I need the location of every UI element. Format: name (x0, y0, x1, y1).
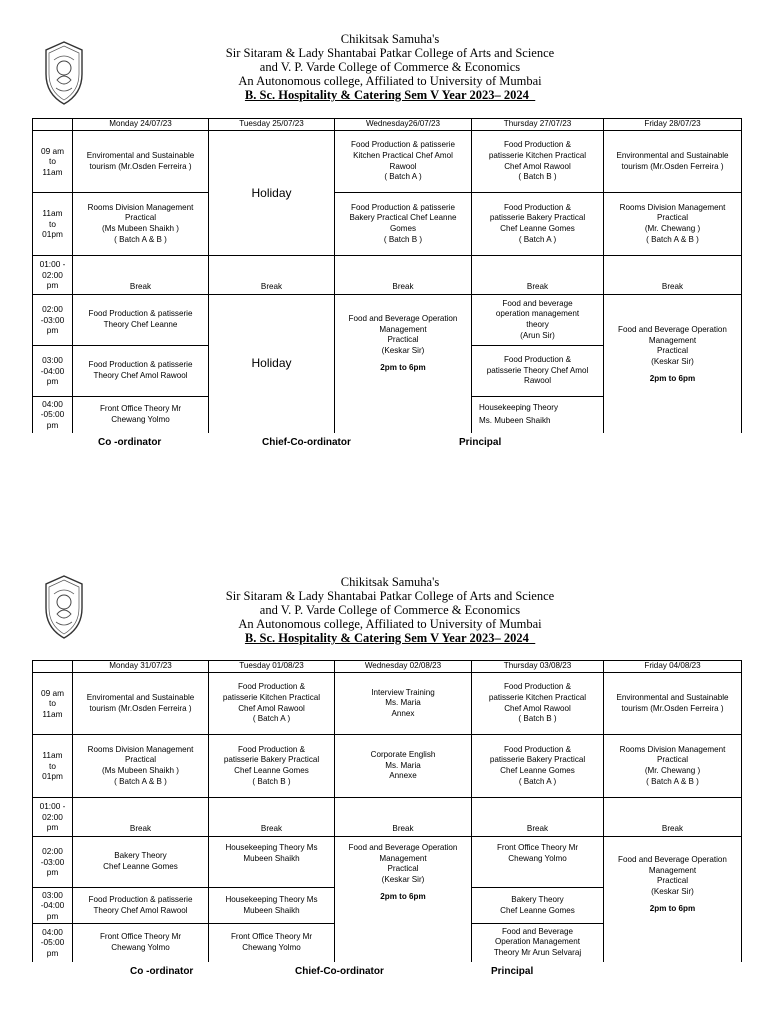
day-header: Tuesday 01/08/23 (209, 661, 335, 673)
class-cell: Rooms Division Management Practical (Ms Mubeen Shaikh ) ( Batch A & B ) (73, 735, 209, 798)
class-cell: Rooms Division Management Practical (Mr. Chewang ) ( Batch A & B ) (604, 735, 742, 798)
principal-signature: Principal (491, 966, 534, 977)
day-header: Tuesday 25/07/23 (209, 119, 335, 131)
class-cell: Food Production & patisserie Bakery Practical Chef Leanne Gomes ( Batch A ) (472, 735, 604, 798)
class-cell: Food and Beverage Operation Management Theory Mr Arun Selvaraj (472, 924, 604, 962)
header-line-affiliation: An Autonomous college, Affiliated to University of Mumbai (238, 617, 542, 631)
day-header: Thursday 03/08/23 (472, 661, 604, 673)
class-cell: Food Production & patisserie Theory Chef Amol Rawool (73, 346, 209, 397)
class-cell: Food and beverage operation management theory (Arun Sir) (472, 295, 604, 346)
practical-time: 2pm to 6pm (380, 892, 426, 902)
practical-label: Food and Beverage Operation Management Practical (Keskar Sir) (618, 325, 727, 366)
class-cell: Front Office Theory Mr Chewang Yolmo (73, 397, 209, 433)
day-header: Monday 31/07/23 (73, 661, 209, 673)
holiday-cell: Holiday (209, 131, 335, 256)
header-line-affiliation: An Autonomous college, Affiliated to University of Mumbai (238, 74, 542, 88)
break-cell: Break (209, 256, 335, 295)
class-cell: Bakery Theory Chef Leanne Gomes (73, 837, 209, 888)
practical-label: Food and Beverage Operation Management Practical (Keskar Sir) (348, 314, 458, 355)
break-cell: Break (335, 798, 472, 837)
class-cell: Food Production & patisserie Theory Chef Amol Rawool (472, 346, 604, 397)
practical-time: 2pm to 6pm (380, 363, 426, 373)
day-header: Wednesday26/07/23 (335, 119, 472, 131)
class-title: Housekeeping Theory (479, 402, 559, 412)
class-cell: Rooms Division Management Practical (Mr. Chewang ) ( Batch A & B ) (604, 193, 742, 256)
day-header: Friday 04/08/23 (604, 661, 742, 673)
time-slot: 02:00 -03:00 pm (33, 295, 73, 346)
header-line-trust: Chikitsak Samuha's (340, 32, 440, 46)
time-header-cell (33, 661, 73, 673)
time-slot: 01:00 - 02:00 pm (33, 798, 73, 837)
class-cell: Enviromental and Sustainable tourism (Mr.Osden Ferreira ) (73, 131, 209, 193)
time-slot: 04:00 -05:00 pm (33, 924, 73, 962)
time-slot: 09 am to 11am (33, 673, 73, 735)
table-row (33, 837, 742, 888)
practical-time: 2pm to 6pm (649, 904, 696, 914)
time-slot: 11am to 01pm (33, 193, 73, 256)
college-header (150, 575, 630, 645)
break-row (33, 798, 742, 837)
class-cell: Front Office Theory Mr Chewang Yolmo (209, 924, 335, 962)
class-cell: Corporate English Ms. Maria Annexe (335, 735, 472, 798)
class-cell: Food Production & patisserie Bakery Practical Chef Leanne Gomes ( Batch B ) (209, 735, 335, 798)
header-line-college2: and V. P. Varde College of Commerce & Economics (259, 60, 521, 74)
time-slot: 01:00 - 02:00 pm (33, 256, 73, 295)
time-slot: 03:00 -04:00 pm (33, 888, 73, 924)
break-cell: Break (472, 798, 604, 837)
header-line-programme: B. Sc. Hospitality & Catering Sem V Year 2023– 2024_ (244, 631, 536, 645)
day-header: Friday 28/07/23 (604, 119, 742, 131)
time-slot: 11am to 01pm (33, 735, 73, 798)
header-line-college: Sir Sitaram & Lady Shantabai Patkar College of Arts and Science (225, 46, 555, 60)
break-cell: Break (604, 798, 742, 837)
practical-label: Food and Beverage Operation Management Practical (Keskar Sir) (618, 855, 727, 896)
class-cell: Food Production & patisserie Theory Chef Leanne (73, 295, 209, 346)
header-line-college2: and V. P. Varde College of Commerce & Economics (259, 603, 521, 617)
coordinator-signature: Co -ordinator (130, 966, 194, 977)
break-cell: Break (604, 256, 742, 295)
table-header-row (33, 661, 742, 673)
class-cell: Rooms Division Management Practical (Ms Mubeen Shaikh ) ( Batch A & B ) (73, 193, 209, 256)
time-slot: 02:00 -03:00 pm (33, 837, 73, 888)
class-cell: Interview Training Ms. Maria Annex (335, 673, 472, 735)
time-slot: 04:00 -05:00 pm (33, 397, 73, 433)
header-line-college: Sir Sitaram & Lady Shantabai Patkar College of Arts and Science (225, 589, 555, 603)
practical-label: Food and Beverage Operation Management Practical (Keskar Sir) (348, 843, 458, 884)
time-slot: 09 am to 11am (33, 131, 73, 193)
break-cell: Break (73, 256, 209, 295)
break-cell: Break (209, 798, 335, 837)
table-row (33, 673, 742, 735)
break-cell: Break (472, 256, 604, 295)
class-cell: Food Production & patisserie Theory Chef Amol Rawool (73, 888, 209, 924)
coordinator-signature: Co -ordinator (98, 437, 162, 448)
header-line-programme: B. Sc. Hospitality & Catering Sem V Year 2023– 2024_ (244, 88, 536, 102)
table-row (33, 735, 742, 798)
break-cell: Break (335, 256, 472, 295)
class-cell: Housekeeping Theory Ms Mubeen Shaikh (209, 837, 335, 888)
class-cell: Food Production & patisserie Kitchen Practical Chef Amol Rawool ( Batch B ) (472, 673, 604, 735)
practical-time: 2pm to 6pm (649, 374, 696, 384)
day-header: Thursday 27/07/23 (472, 119, 604, 131)
class-cell: Bakery Theory Chef Leanne Gomes (472, 888, 604, 924)
header-line-trust: Chikitsak Samuha's (340, 575, 440, 589)
principal-signature: Principal (459, 437, 502, 448)
class-cell: Housekeeping Theory Ms Mubeen Shaikh (209, 888, 335, 924)
timetable-week2 (32, 660, 742, 962)
class-cell: Food Production & patisserie Bakery Practical Chef Leanne Gomes ( Batch A ) (472, 193, 604, 256)
college-seal-logo (42, 574, 86, 640)
class-cell: Front Office Theory Mr Chewang Yolmo (472, 837, 604, 888)
class-cell: Environmental and Sustainable tourism (Mr.Osden Ferreira ) (604, 131, 742, 193)
class-cell: Environmental and Sustainable tourism (Mr.Osden Ferreira ) (604, 673, 742, 735)
class-teacher: Ms. Mubeen Shaikh (479, 416, 551, 426)
day-header: Monday 24/07/23 (73, 119, 209, 131)
chief-coordinator-signature: Chief-Co-ordinator (295, 966, 384, 977)
class-cell-wed-pm (335, 837, 472, 962)
class-cell: Food Production & patisserie Kitchen Practical Chef Amol Rawool ( Batch B ) (472, 131, 604, 193)
class-cell-fri-pm (604, 837, 742, 962)
class-cell: Food Production & patisserie Kitchen Practical Chef Amol Rawool ( Batch A ) (209, 673, 335, 735)
time-slot: 03:00 -04:00 pm (33, 346, 73, 397)
class-cell: Food Production & patisserie Bakery Practical Chef Leanne Gomes ( Batch B ) (335, 193, 472, 256)
holiday-cell: Holiday (209, 295, 335, 433)
class-cell: Front Office Theory Mr Chewang Yolmo (73, 924, 209, 962)
seal-icon (42, 574, 86, 640)
day-header: Wednesday 02/08/23 (335, 661, 472, 673)
class-cell: Food Production & patisserie Kitchen Practical Chef Amol Rawool ( Batch A ) (335, 131, 472, 193)
break-cell: Break (73, 798, 209, 837)
chief-coordinator-signature: Chief-Co-ordinator (262, 437, 351, 448)
class-cell: Enviromental and Sustainable tourism (Mr.Osden Ferreira ) (73, 673, 209, 735)
